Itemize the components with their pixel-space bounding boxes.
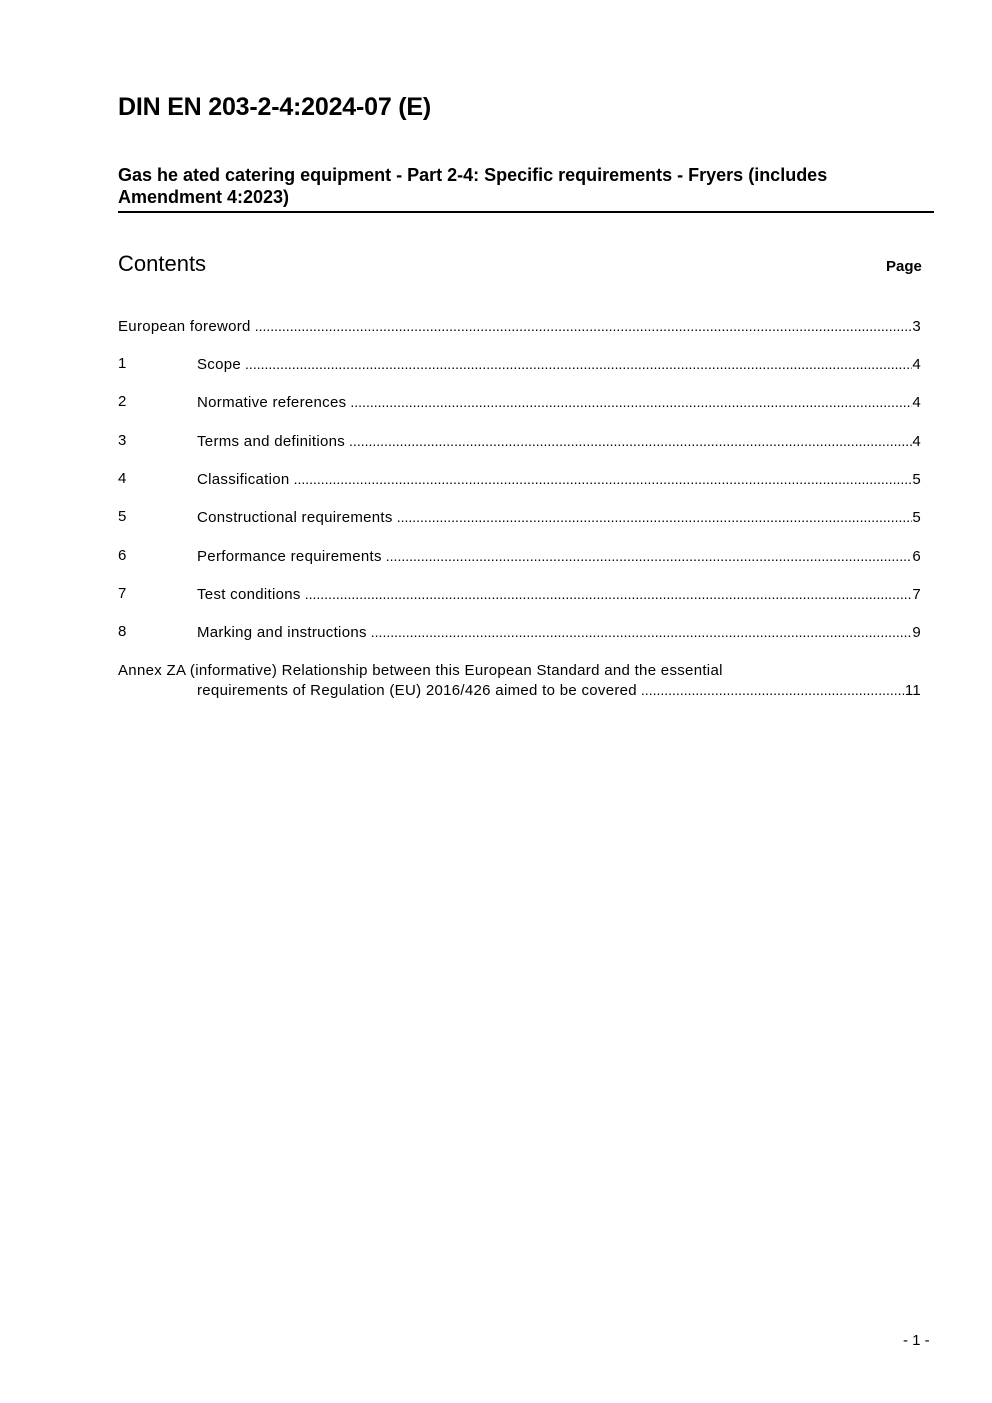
page-column-heading: Page	[886, 258, 922, 275]
toc-annex-label-line1: Annex ZA (informative) Relationship between this European Standard and the essential	[118, 662, 723, 679]
toc-leader-dots	[350, 392, 912, 412]
toc-entry-number: 7	[118, 585, 127, 602]
toc-entry-page: 5	[912, 509, 921, 526]
toc-entry-label: Performance requirements	[197, 548, 382, 565]
toc-entry-performance-requirements[interactable]	[118, 546, 921, 566]
toc-entry-label: Scope	[197, 356, 242, 373]
contents-heading: Contents	[118, 251, 207, 276]
toc-entry-number: 2	[118, 393, 127, 410]
toc-leader-dots	[641, 680, 905, 700]
toc-entry-page: 4	[912, 394, 921, 411]
toc-entry-normative-references[interactable]	[118, 392, 921, 412]
toc-entry-label: Constructional requirements	[197, 509, 393, 526]
toc-entry-number: 4	[118, 470, 127, 487]
toc-entry-page: 11	[904, 682, 921, 699]
toc-annex-label-line2: requirements of Regulation (EU) 2016/426 aimed to be covered	[197, 682, 637, 699]
toc-entry-classification[interactable]	[118, 469, 921, 489]
toc-entry-scope[interactable]	[118, 354, 921, 374]
page-number: - 1 -	[903, 1332, 930, 1349]
toc-entry-number: 5	[118, 508, 127, 525]
toc-entry-number: 6	[118, 547, 127, 564]
toc-entry-number: 3	[118, 432, 127, 449]
toc-entry-label: Test conditions	[197, 586, 301, 603]
toc-entry-annex-za[interactable]	[118, 661, 921, 701]
toc-entry-number: 8	[118, 623, 127, 640]
toc-leader-dots	[386, 546, 913, 566]
toc-entry-marking-and-instructions[interactable]	[118, 622, 921, 642]
toc-entry-label: Marking and instructions	[197, 624, 367, 641]
toc-entry-foreword[interactable]	[118, 316, 921, 336]
toc-entry-label: Normative references	[197, 394, 347, 411]
toc-leader-dots	[371, 622, 913, 642]
toc-entry-page: 5	[912, 471, 921, 488]
toc-entry-page: 3	[912, 318, 921, 335]
toc-leader-dots	[245, 354, 912, 374]
toc-entry-terms-and-definitions[interactable]	[118, 431, 921, 451]
toc-entry-label: Terms and definitions	[197, 433, 346, 450]
toc-entry-label: Classification	[197, 471, 290, 488]
toc-entry-page: 6	[912, 548, 921, 565]
toc-leader-dots	[349, 431, 912, 451]
toc-leader-dots	[294, 469, 913, 489]
toc-entry-page: 9	[912, 624, 921, 641]
toc-leader-dots	[255, 316, 913, 336]
document-id: DIN EN 203-2-4:2024-07 (E)	[118, 93, 431, 121]
toc-entry-label: European foreword	[118, 318, 251, 335]
toc-entry-constructional-requirements[interactable]	[118, 507, 921, 527]
toc-entry-test-conditions[interactable]	[118, 584, 921, 604]
toc-entry-page: 4	[912, 356, 921, 373]
toc-entry-number: 1	[118, 355, 127, 372]
toc-entry-page: 4	[912, 433, 921, 450]
toc-leader-dots	[305, 584, 913, 604]
document-title: Gas he ated catering equipment - Part 2-4: Specific requirements - Fryers (includes Amendment 4:2023)	[118, 164, 934, 213]
toc-leader-dots	[397, 507, 913, 527]
toc-entry-page: 7	[912, 586, 921, 603]
